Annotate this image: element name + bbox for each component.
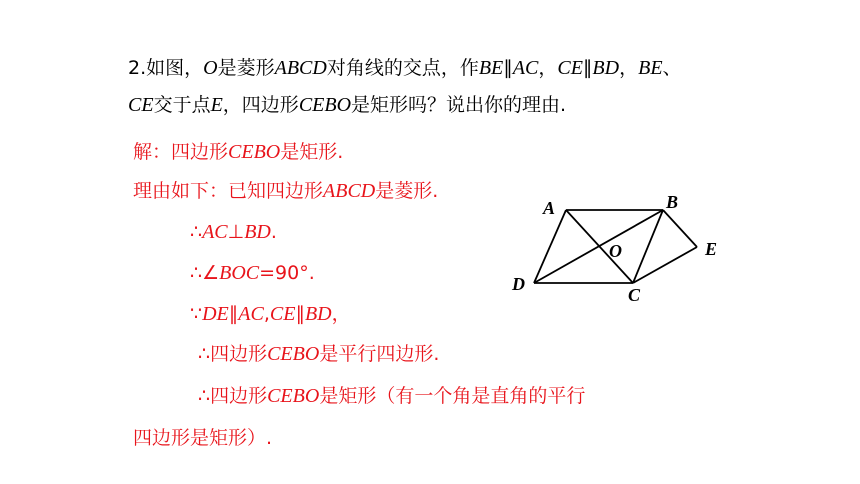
perp-sign: ⊥ [227, 221, 245, 243]
text: ， [538, 57, 558, 79]
seg-ce: CE [269, 303, 296, 325]
solution-line-3 [190, 220, 277, 244]
solution-line-6 [198, 342, 439, 366]
seg-ac: AC [238, 303, 264, 325]
seg-ce [633, 247, 697, 283]
because: ∵ [190, 303, 203, 325]
seg-be: BE [478, 57, 504, 79]
text: 交于点 [153, 94, 211, 116]
quad-abcd: ABCD [323, 180, 376, 202]
solution-line-7 [198, 384, 585, 408]
text: ，四边形 [222, 94, 299, 116]
text: 对角线的交点，作 [326, 57, 479, 79]
seg-da [534, 210, 566, 283]
text: 解：四边形 [133, 141, 229, 163]
text: 是矩形吗？说出你的理由. [351, 94, 567, 116]
text: 是矩形（有一个角是直角的平行 [319, 385, 586, 407]
quad-cebo: CEBO [267, 385, 320, 407]
label-o: O [609, 241, 622, 261]
text: ， [331, 303, 351, 325]
parallel-sign: ∥ [582, 57, 593, 79]
point-o: O [203, 57, 218, 79]
diag-bd [534, 210, 663, 283]
text: ∴四边形 [198, 343, 268, 365]
therefore: ∴ [190, 221, 203, 243]
text: 四边形是矩形）. [133, 427, 273, 449]
therefore-angle: ∴∠ [190, 262, 220, 284]
label-b: B [666, 192, 679, 212]
quad-abcd: ABCD [274, 57, 327, 79]
text: 理由如下：已知四边形 [133, 180, 324, 202]
seg-de: DE [202, 303, 229, 325]
text: 是平行四边形. [319, 343, 440, 365]
text: ， [619, 57, 639, 79]
text: 是菱形 [217, 57, 275, 79]
label-d: D [512, 274, 525, 294]
seg-bc [633, 210, 663, 283]
seg-bd: BD [304, 303, 332, 325]
text: . [270, 221, 277, 243]
label-a: A [543, 198, 556, 218]
label-c: C [628, 285, 641, 305]
seg-bd: BD [244, 221, 271, 243]
solution-line-5 [190, 302, 351, 326]
angle-boc: BOC [219, 262, 260, 284]
solution-line-4 [190, 261, 315, 285]
solution-line-1 [133, 140, 343, 164]
seg-bd: BD [592, 57, 620, 79]
question-line-2 [128, 93, 566, 117]
text: 2.如图， [128, 57, 204, 79]
text: , [263, 303, 270, 325]
text: ∴四边形 [198, 385, 268, 407]
question-line-1 [128, 56, 682, 80]
parallel-sign: ∥ [228, 303, 239, 325]
quad-cebo: CEBO [267, 343, 320, 365]
quad-cebo: CEBO [298, 94, 352, 116]
solution-line-2 [133, 179, 438, 203]
solution-line-8 [133, 426, 272, 450]
text: =90° [259, 262, 309, 284]
quad-cebo: CEBO [228, 141, 281, 163]
seg-ce: CE [128, 94, 154, 116]
text: 、 [662, 57, 682, 79]
text: 是矩形. [280, 141, 344, 163]
seg-ce: CE [557, 57, 583, 79]
seg-be [663, 210, 697, 247]
text: . [308, 262, 315, 284]
parallel-sign: ∥ [295, 303, 305, 325]
text: 是菱形. [375, 180, 439, 202]
label-e: E [705, 239, 718, 259]
seg-be: BE [638, 57, 663, 79]
seg-ac: AC [202, 221, 228, 243]
parallel-sign: ∥ [503, 57, 513, 79]
rhombus-figure [500, 188, 740, 308]
point-e: E [210, 94, 223, 116]
seg-ac: AC [512, 57, 539, 79]
